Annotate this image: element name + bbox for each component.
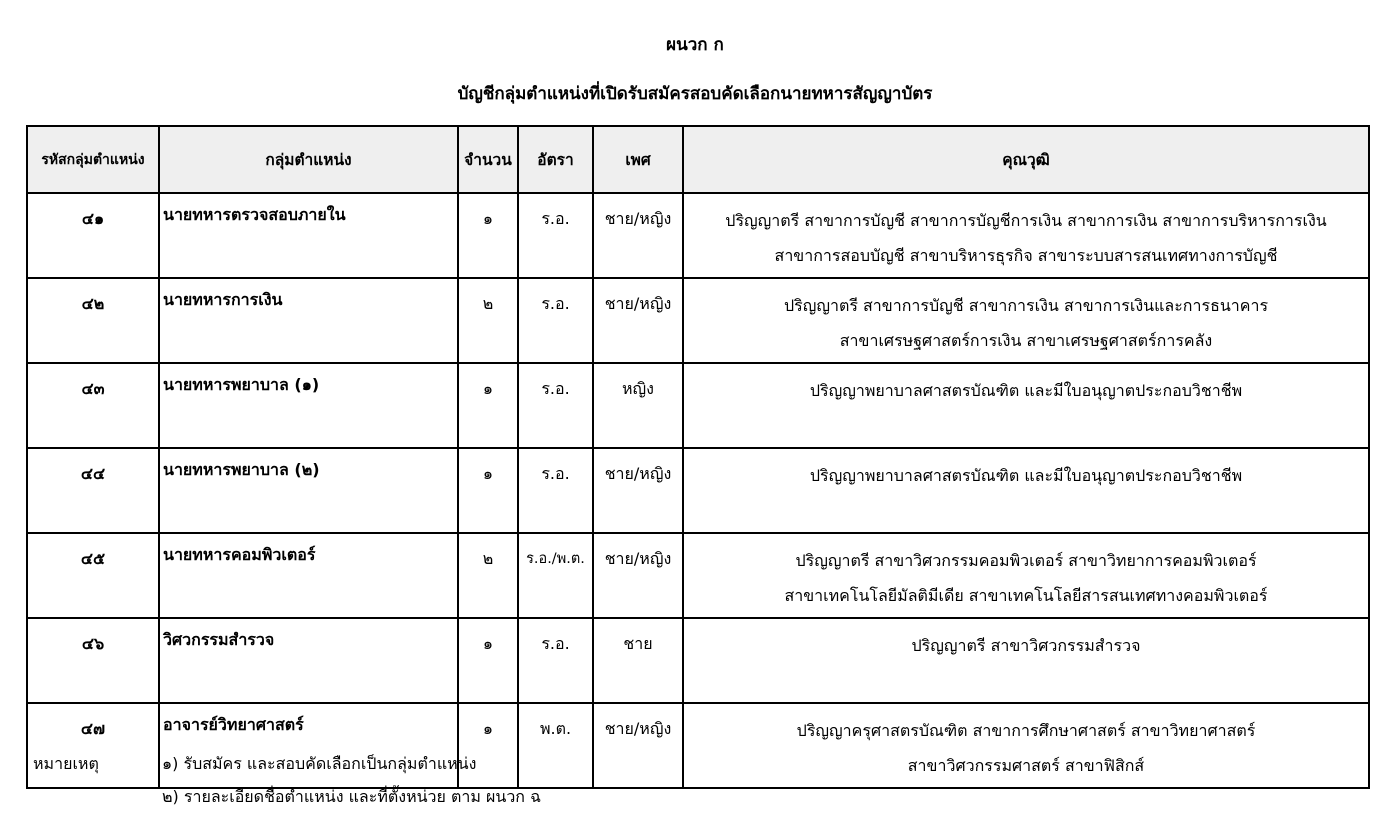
- qualification-line: ปริญญาตรี สาขาวิศวกรรมคอมพิวเตอร์ สาขาวิทยาการคอมพิวเตอร์: [795, 551, 1257, 570]
- notes-label: หมายเหตุ: [33, 754, 99, 773]
- cell-sex: ชาย/หญิง: [593, 533, 683, 618]
- cell-rate: ร.อ.: [518, 618, 593, 703]
- cell-qualification: [683, 448, 1369, 533]
- cell-code: ๔๗: [27, 703, 159, 788]
- cell-qualification: [683, 703, 1369, 788]
- cell-code: ๔๖: [27, 618, 159, 703]
- cell-code: ๔๑: [27, 193, 159, 278]
- cell-code: ๔๔: [27, 448, 159, 533]
- cell-group: นายทหารพยาบาล (๑): [159, 363, 458, 448]
- header-qualification: คุณวุฒิ: [683, 126, 1369, 193]
- qualification-line: ปริญญาตรี สาขาการบัญชี สาขาการเงิน สาขาการเงินและการธนาคาร: [783, 296, 1269, 315]
- cell-qualification: [683, 363, 1369, 448]
- cell-qualification: [683, 278, 1369, 363]
- cell-group: อาจารย์วิทยาศาสตร์: [159, 703, 458, 788]
- cell-code: ๔๕: [27, 533, 159, 618]
- cell-count: ๑: [458, 618, 518, 703]
- qualification-line: ปริญญาตรี สาขาการบัญชี สาขาการบัญชีการเงิน สาขาการเงิน สาขาการบริหารการเงิน: [725, 211, 1327, 230]
- table-row: [27, 448, 1369, 533]
- cell-count: ๒: [458, 533, 518, 618]
- table-row: [27, 363, 1369, 448]
- note-item: ๑) รับสมัคร และสอบคัดเลือกเป็นกลุ่มตำแหน่ง: [162, 754, 477, 773]
- document-title: บัญชีกลุ่มตำแหน่งที่เปิดรับสมัครสอบคัดเลือกนายทหารสัญญาบัตร: [457, 84, 933, 104]
- cell-qualification: [683, 533, 1369, 618]
- cell-sex: หญิง: [593, 363, 683, 448]
- qualification-line: สาขาการสอบบัญชี สาขาบริหารธุรกิจ สาขาระบบสารสนเทศทางการบัญชี: [774, 246, 1278, 265]
- cell-count: ๑: [458, 193, 518, 278]
- cell-rate: ร.อ.: [518, 363, 593, 448]
- cell-group: นายทหารการเงิน: [159, 278, 458, 363]
- table-header: [27, 126, 1369, 193]
- qualification-line: ปริญญาพยาบาลศาสตรบัณฑิต และมีใบอนุญาตประกอบวิชาชีพ: [809, 381, 1243, 400]
- qualification-line: ปริญญาครุศาสตรบัณฑิต สาขาการศึกษาศาสตร์ สาขาวิทยาศาสตร์: [796, 721, 1256, 740]
- cell-group: นายทหารคอมพิวเตอร์: [159, 533, 458, 618]
- header-group: กลุ่มตำแหน่ง: [159, 126, 458, 193]
- cell-count: ๑: [458, 703, 518, 788]
- table-row: [27, 703, 1369, 788]
- cell-count: ๒: [458, 278, 518, 363]
- cell-sex: ชาย/หญิง: [593, 278, 683, 363]
- annex-label: ผนวก ก: [666, 35, 724, 55]
- cell-sex: ชาย/หญิง: [593, 448, 683, 533]
- table-row: [27, 618, 1369, 703]
- cell-rate: ร.อ.: [518, 193, 593, 278]
- header-code: รหัสกลุ่มตำแหน่ง: [27, 126, 159, 193]
- cell-rate: ร.อ.: [518, 448, 593, 533]
- cell-count: ๑: [458, 448, 518, 533]
- cell-group: วิศวกรรมสำรวจ: [159, 618, 458, 703]
- positions-table: [26, 125, 1370, 789]
- cell-group: นายทหารพยาบาล (๒): [159, 448, 458, 533]
- header-rate: อัตรา: [518, 126, 593, 193]
- cell-sex: ชาย/หญิง: [593, 193, 683, 278]
- cell-count: ๑: [458, 363, 518, 448]
- qualification-line: สาขาเศรษฐศาสตร์การเงิน สาขาเศรษฐศาสตร์การคลัง: [839, 331, 1213, 350]
- qualification-line: สาขาเทคโนโลยีมัลติมีเดีย สาขาเทคโนโลยีสารสนเทศทางคอมพิวเตอร์: [784, 586, 1268, 605]
- qualification-line: ปริญญาพยาบาลศาสตรบัณฑิต และมีใบอนุญาตประกอบวิชาชีพ: [809, 466, 1243, 485]
- header-row: [27, 126, 1369, 193]
- cell-sex: ชาย/หญิง: [593, 703, 683, 788]
- note-item: ๒) รายละเอียดชื่อตำแหน่ง และที่ตั้งหน่วย ตาม ผนวก ฉ: [162, 787, 541, 806]
- cell-rate: ร.อ.: [518, 278, 593, 363]
- cell-group: นายทหารตรวจสอบภายใน: [159, 193, 458, 278]
- qualification-line: สาขาวิศวกรรมศาสตร์ สาขาฟิสิกส์: [907, 756, 1145, 775]
- cell-qualification: [683, 193, 1369, 278]
- cell-rate: ร.อ./พ.ต.: [518, 533, 593, 618]
- qualification-line: ปริญญาตรี สาขาวิศวกรรมสำรวจ: [911, 636, 1141, 655]
- cell-rate: พ.ต.: [518, 703, 593, 788]
- table-row: [27, 533, 1369, 618]
- table-row: [27, 278, 1369, 363]
- header-count: จำนวน: [458, 126, 518, 193]
- cell-code: ๔๒: [27, 278, 159, 363]
- header-sex: เพศ: [593, 126, 683, 193]
- table-row: [27, 193, 1369, 278]
- cell-code: ๔๓: [27, 363, 159, 448]
- table-body: [27, 193, 1369, 788]
- cell-qualification: [683, 618, 1369, 703]
- cell-sex: ชาย: [593, 618, 683, 703]
